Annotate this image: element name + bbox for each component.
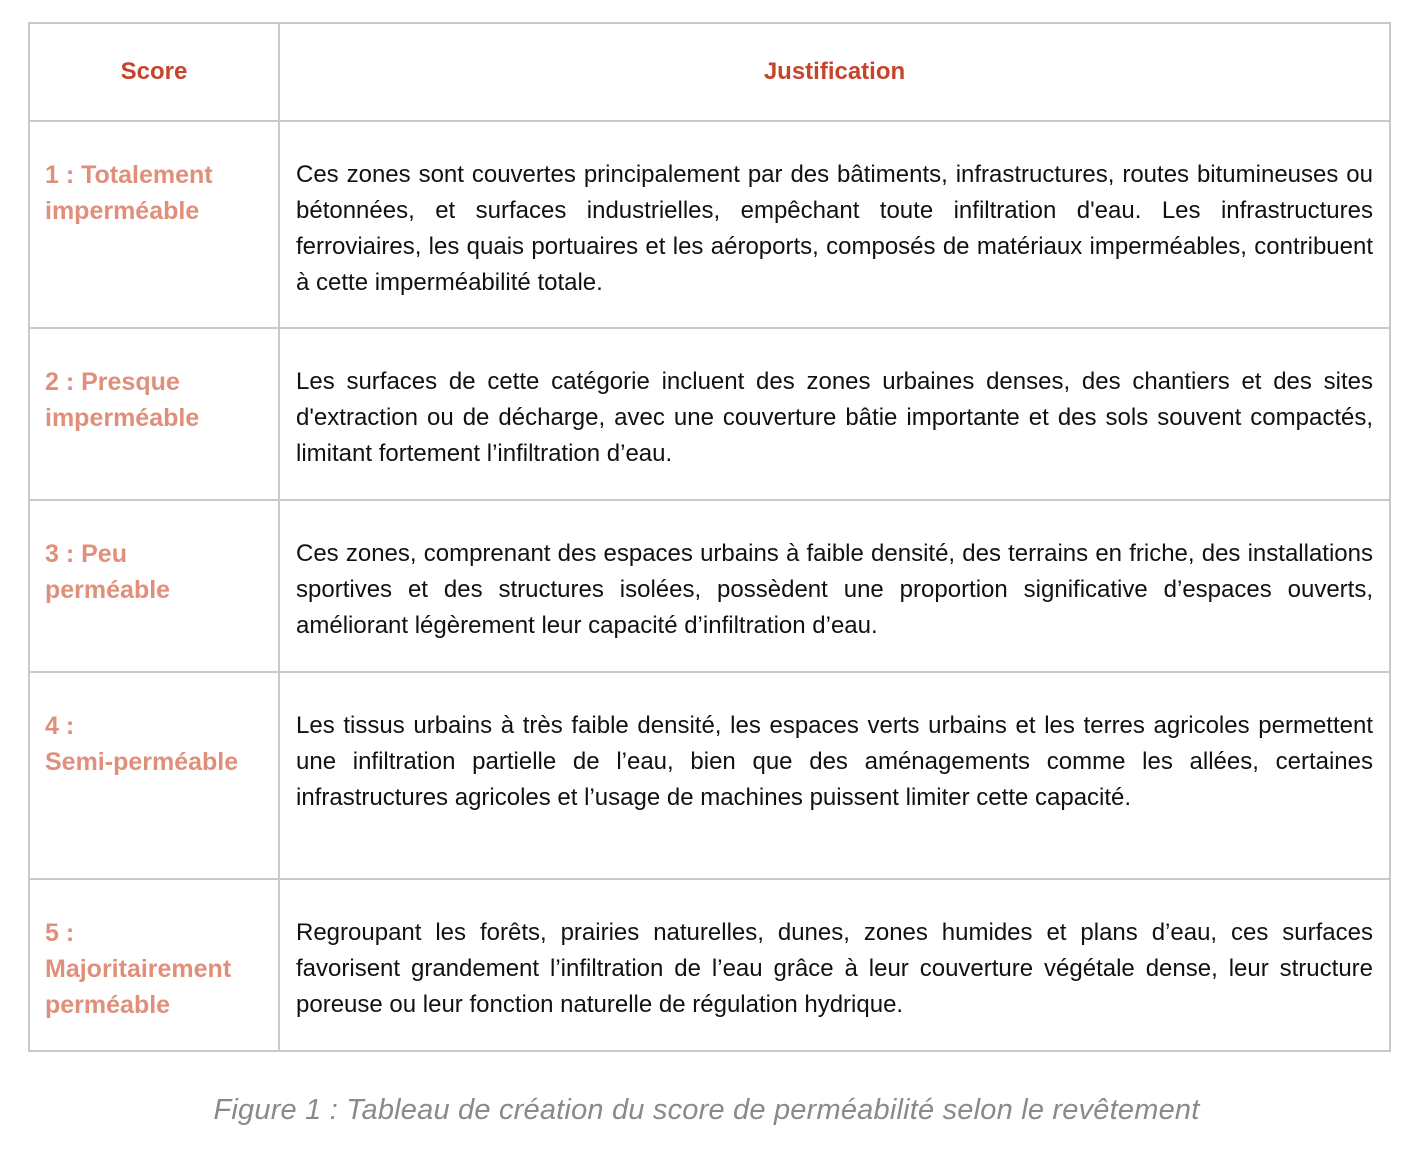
permeability-table-container <box>28 22 1389 1052</box>
table-header-row <box>29 23 1390 121</box>
header-justification: Justification <box>279 23 1390 121</box>
justification-cell: Regroupant les forêts, prairies naturelles, dunes, zones humides et plans d’eau, ces surfaces favorisent grandement l’infiltration de l’eau grâce à leur couverture végétale dense, leur structure poreuse ou leur fonction naturelle de régulation hydrique. <box>279 879 1390 1051</box>
header-score: Score <box>29 23 279 121</box>
score-cell: 2 : Presque imperméable <box>29 328 279 500</box>
table-row <box>29 328 1390 500</box>
justification-cell: Les surfaces de cette catégorie incluent des zones urbaines denses, des chantiers et des sites d'extraction ou de décharge, avec une couverture bâtie importante et des sols souvent compactés, limitant fortement l’infiltration d’eau. <box>279 328 1390 500</box>
score-cell: 4 : Semi-perméable <box>29 672 279 879</box>
permeability-score-table <box>28 22 1391 1052</box>
table-row <box>29 121 1390 328</box>
score-cell: 5 : Majoritairement perméable <box>29 879 279 1051</box>
table-row <box>29 879 1390 1051</box>
score-cell: 3 : Peu perméable <box>29 500 279 672</box>
figure-caption: Figure 1 : Tableau de création du score de perméabilité selon le revêtement <box>213 1094 1200 1126</box>
justification-cell: Ces zones sont couvertes principalement par des bâtiments, infrastructures, routes bitumineuses ou bétonnées, et surfaces industrielles, empêchant toute infiltration d'eau. Les infrastructures ferroviaires, les quais portuaires et les aéroports, composés de matériaux imperméables, contribuent à cette imperméabilité totale. <box>279 121 1390 328</box>
justification-cell: Les tissus urbains à très faible densité, les espaces verts urbains et les terres agricoles permettent une infiltration partielle de l’eau, bien que des aménagements comme les allées, certaines infrastructures agricoles et l’usage de machines puissent limiter cette capacité. <box>279 672 1390 879</box>
score-cell: 1 : Totalement imperméable <box>29 121 279 328</box>
table-row <box>29 500 1390 672</box>
table-row <box>29 672 1390 879</box>
justification-cell: Ces zones, comprenant des espaces urbains à faible densité, des terrains en friche, des installations sportives et des structures isolées, possèdent une proportion significative d’espaces ouverts, améliorant légèrement leur capacité d’infiltration d’eau. <box>279 500 1390 672</box>
